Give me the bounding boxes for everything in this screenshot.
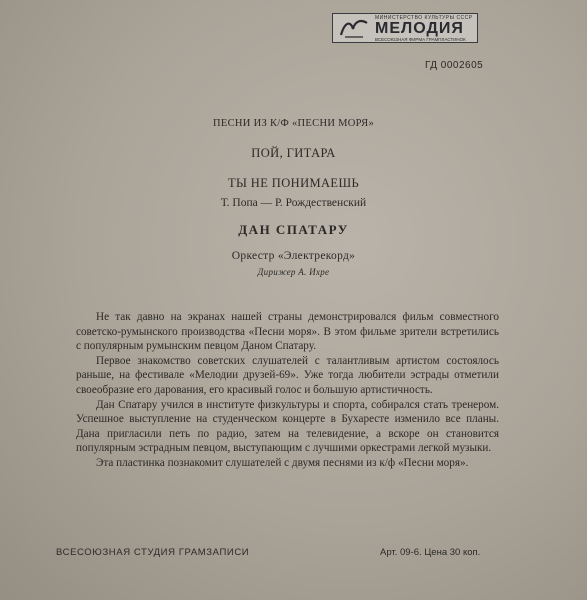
artist-name: ДАН СПАТАРУ: [238, 222, 349, 237]
orchestra-name: Оркестр «Электрекорд»: [231, 250, 356, 262]
logo-ministry-text: МИНИСТЕРСТВО КУЛЬТУРЫ СССР: [375, 15, 473, 21]
melodiya-emblem-icon: [339, 17, 369, 39]
price-info: Арт. 09-6. Цена 30 коп.: [380, 547, 481, 558]
paragraph-2: Первое знакомство советских слушателей с талантливым артистом состоялось раньше, на фестивале «Мелодии друзей-69». Уже тогда любители эстрады отметили своеобразие его дарования, его красивый голос и большую артистичность.: [76, 354, 499, 396]
film-title: ПЕСНИ ИЗ К/Ф «ПЕСНИ МОРЯ»: [213, 118, 374, 129]
paragraph-4: Эта пластинка познакомит слушателей с двумя песнями из к/ф «Песни моря».: [96, 456, 469, 469]
studio-credit: ВСЕСОЮЗНАЯ СТУДИЯ ГРАМЗАПИСИ: [56, 547, 250, 558]
song-title-2: ТЫ НЕ ПОНИМАЕШЬ: [227, 176, 360, 190]
song-authors: Т. Попа — Р. Рождественский: [220, 197, 367, 209]
paragraph-1: Не так давно на экранах нашей страны демонстрировался фильм совместного советско-румынского производства «Песни моря». В этом фильме зрители встретились с популярным румынским певцом Даном Спатару.: [76, 311, 499, 353]
logo-brand-text: МЕЛОДИЯ: [375, 20, 464, 37]
logo-company-text: ВСЕСОЮЗНАЯ ФИРМА ГРАМПЛАСТИНОК: [375, 37, 466, 42]
paragraph-3: Дан Спатару учился в институте физкультуры и спорта, собирался стать тренером. Успешное выступление на студенческом концерте в Бухаресте изменило все планы. Дана пригласили петь по радио, затем на телевидение, а вскоре он становится популярным эстрадным певцом, выступающим с лучшими оркестрами легкой музыки.: [76, 398, 499, 455]
catalog-number: ГД 0002605: [425, 60, 484, 71]
conductor-name: Дирижер А. Ихре: [257, 267, 330, 277]
song-title-1: ПОЙ, ГИТАРА: [251, 146, 336, 160]
liner-notes: [76, 310, 499, 471]
melodiya-logo: [332, 13, 478, 43]
